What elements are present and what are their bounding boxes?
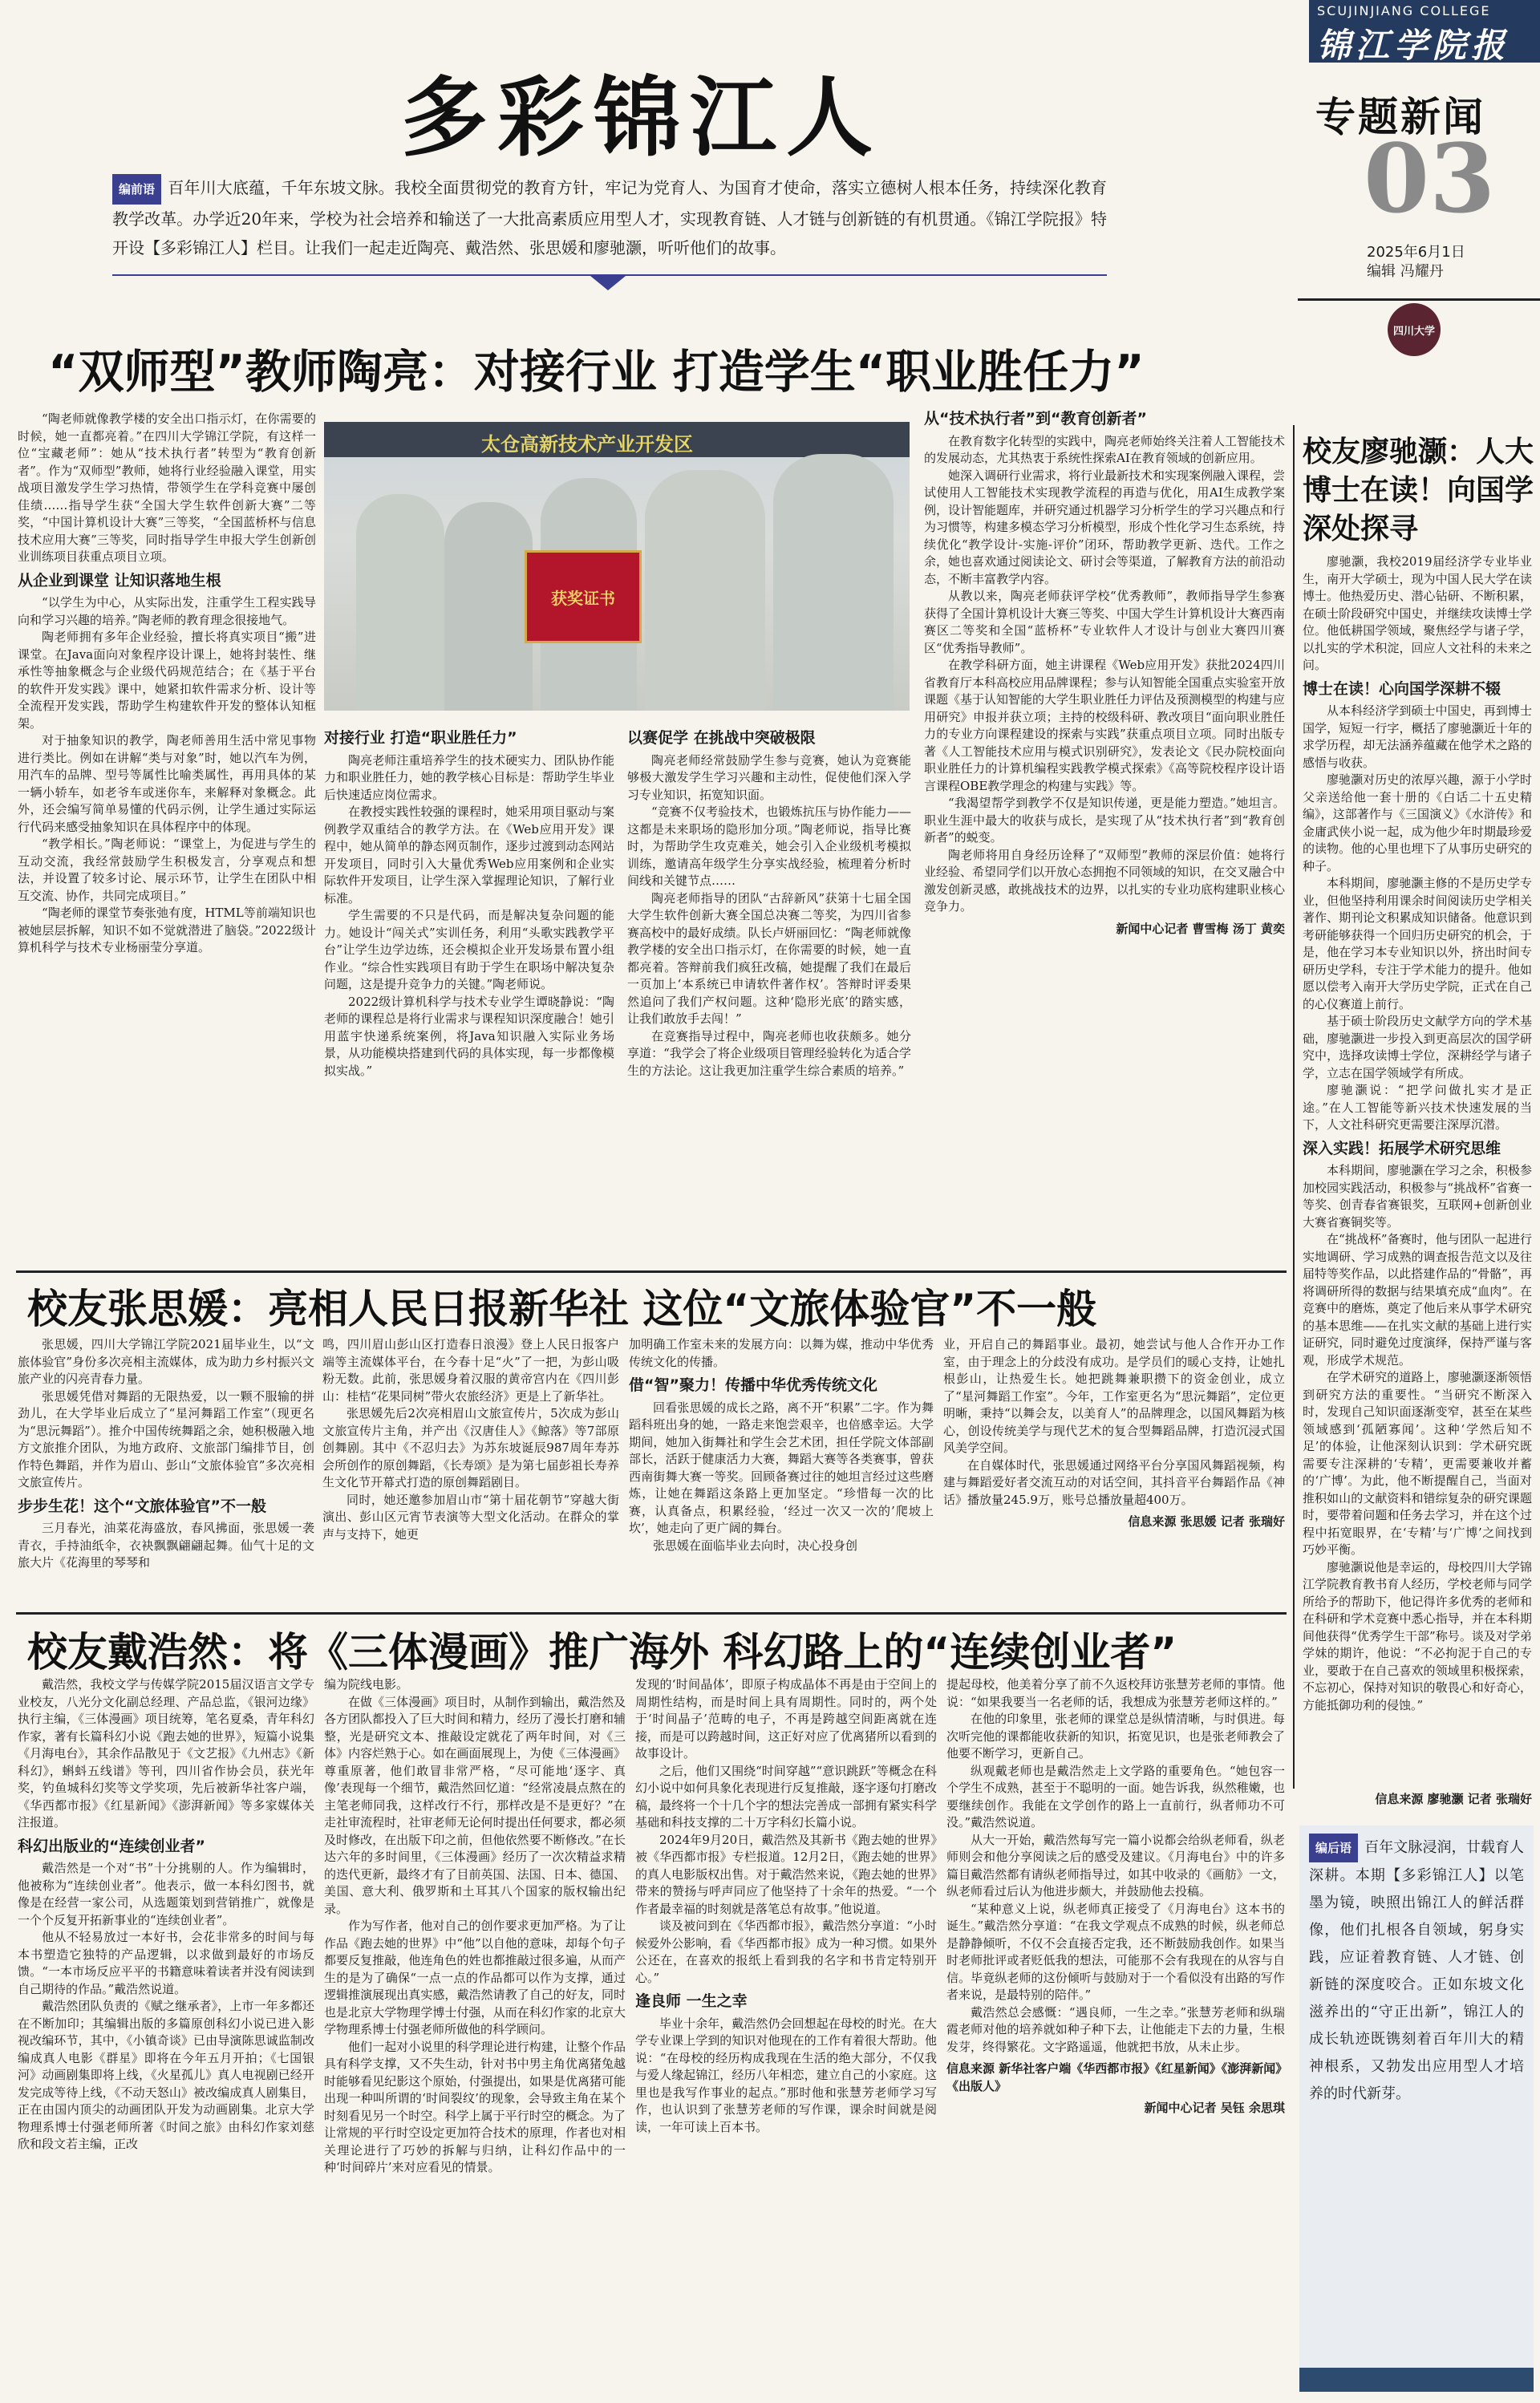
page-title: 多彩锦江人: [401, 68, 883, 168]
sidebar-p: 廖驰灏说他是幸运的，母校四川大学锦江学院教育教书育人经历，学校老师与同学所给予的帮助下，他记得许多优秀的老师和在科研和学术竞赛中悉心指导，并在本科期间他获得“优秀学生干部”称号。谈及对学弟学妹的期许，他说：“不必拘泥于自己的专业，要敢于在自己喜欢的领域里积极探索，不忘初心，保持对知识的敬畏心和好奇心，方能抵御功利的侵蚀。”: [1303, 1559, 1532, 1712]
article3-p: 他们一起对小说里的科学理论进行构建，让整个作品具有科学支撑，又不失生动，针对书中男主角优离猪兔越时能够看见纪影这个原始，付强提出，如果是优离猪可能出现一种叫所谓的‘时间裂纹’的现象，会导致主角在某个时刻看见另一个时空。科学上属于平行时空的概念。为了让常规的平行时空设定更加符合技术的原理，作者也对相关理论进行了巧妙的拆解与归纳，让科幻作品中的一种‘时间碎片’来对应看见的情景。: [324, 2039, 626, 2174]
article1-p: “教学相长。”陶老师说：“课堂上，为促进与学生的互动交流，我经常鼓励学生积极发言，分享观点和想法，并设置了较多讨论、展示环节，让学生在团队中相互交流、协作，共同完成项目。”: [18, 837, 316, 903]
article2-p: 回看张思媛的成长之路，离不开“积累”二字。作为舞蹈科班出身的她，一路走来饱尝艰辛，也倍感幸运。大学期间，她加入街舞社和学生会艺术团，担任学院文体部副部长，活跃于健康活力大赛，舞蹈大赛等各类赛事，曾获西南街舞大赛一等奖。回顾备赛过往的她坦言经过这些磨炼，让她在舞蹈这条路上更加坚定。“珍惜每一次的比赛，认真备点，积累经验，‘经过一次又一次的’爬坡上坎’，她走向了更广阔的舞台。: [629, 1400, 934, 1535]
sidebar-p: 在“挑战杯”备赛时，他与团队一起进行实地调研、学习成熟的调查报告范文以及往届特等奖作品，以此搭建作品的“骨骼”，再将调研所得的数据与结果填充成“血肉”。在竞赛中的磨炼，奠定了他后来从事学术研究的基本思维——在扎实文献的基础上进行实证研究，同时避免过度演绎，保持严谨与客观，形成学术规范。: [1303, 1232, 1532, 1368]
article1-p: “陶老师的课堂节奏张弛有度，HTML等前端知识也被她层层拆解，知识不如不觉就潜进了脑袋。”2022级计算机科学与技术专业杨丽莹分享道。: [18, 906, 316, 954]
sidebar-divider: [1298, 298, 1540, 301]
article2-col3: [629, 1336, 934, 1609]
article2-p: 鸣，四川眉山彭山区打造春日浪漫》登上人民日报客户端等主流媒体平台，在今春十足“火”了一把，为彭山吸粉无数。此前，张思媛身着汉服的黄帝宫内在《四川彭山：桂桔“花果同树”带火农旅经济》更是上了新华社。: [322, 1337, 619, 1404]
article2-p: 张思媛在面临毕业去向时，决心投身创: [653, 1538, 858, 1553]
article3-p: 提起母校，他美着分享了前不久返校拜访张慧芳老师的事情。他说：“如果我要当一名老师的话，我想成为张慧芳老师这样的。”: [946, 1677, 1285, 1709]
intro-block: [112, 173, 1107, 262]
article1-subhead-3: 以赛促学 在挑战中突破极限: [627, 730, 816, 747]
article1-p: “我渴望帮学到教学不仅是知识传递，更是能力塑造。”她坦言。职业生涯中最大的收获与成长，是实现了从“技术执行者”到“教育创新者”的蜕变。: [924, 796, 1285, 845]
article2-p: 张思媛先后2次亮相眉山文旅宣传片，5次成为彭山文旅宣传片主角，并产出《汉唐佳人》《鲸落》等7部原创舞剧。其中《不忍归去》为苏东坡诞辰987周年寿苏会所创作的原创舞蹈，《长寿颂》是为第七届彭祖长寿养生文化节开幕式打造的原创舞蹈剧目。: [322, 1406, 619, 1489]
sidebar-p: 廖驰灏对历史的浓厚兴趣，源于小学时父亲送给他一套十册的《白话二十五史精编》，这部著作与《三国演义》《水浒传》和金庸武侠小说一起，成为他少年时期最珍爱的读物。他的心里也埋下了从事历史研究的种子。: [1303, 772, 1532, 873]
person-5: [773, 454, 894, 711]
article1-p: 陶老师将用自身经历诠释了“双师型”教师的深层价值：她将行业经验、希望同学们以开放心态拥抱不同领域的知识，在交叉融合中激发创新灵感，敢挑战技术的边界，以扎实的专业功底构建职业核心竞争力。: [924, 847, 1285, 914]
article2-col1: [18, 1336, 314, 1609]
sidebar-p: 廖驰灏说：“把学问做扎实才是正途。”在人工智能等新兴技术快速发展的当下，人文社科研究更需要注深厚沉潜。: [1303, 1083, 1532, 1132]
article3-p: 从大一开始，戴浩然每写完一篇小说都会给纵老师看，纵老师则会和他分享阅读之后的感受及建议。《月海电台》中的许多篇目戴浩然都有请纵老师指导过，如其中收录的《画舫》一文，纵老师看过后认为他进步颇大，并鼓励他去投稿。: [946, 1832, 1285, 1898]
article3-p: 纵观戴老师也是戴浩然走上文学路的重要角色。“她包容一个学生不成熟，甚至于不聪明的一面。她告诉我，纵然稚嫩，也要继续创作。我能在文学创作的路上一直前行，纵者师功不可没。”戴浩然说道。: [946, 1763, 1285, 1830]
article2-p: 同时，她还邀参加眉山市“第十届花朝节”穿越大街演出、彭山区元宵节表演等大型文化活动。在群众的掌声与支持下，她更: [322, 1492, 619, 1542]
article3-source: 信息来源 新华社客户端《华西都市报》《红星新闻》《澎湃新闻》《出版人》: [946, 2061, 1282, 2093]
article1-subhead-1: 从企业到课堂 让知识落地生根: [18, 571, 221, 590]
article3-p: 谈及被问到在《华西都市报》，戴浩然分享道：“小时候爱外公影响，看《华西都市报》成为一种习惯。如果外公还在，在喜欢的报纸上看到我的名字和书肯定特别开心。”: [635, 1919, 937, 1985]
issue-date: 2025年6月1日: [1367, 244, 1465, 261]
college-seal-logo: [1388, 303, 1441, 356]
sidebar-subhead-2: 深入实践！拓展学术研究思维: [1303, 1139, 1502, 1157]
sidebar-headline: 校友廖驰灏：人大博士在读！向国学深处探寻: [1303, 436, 1534, 545]
intro-arrow: [590, 276, 626, 290]
article3-col2: [324, 1676, 626, 2382]
article1-p: 对于抽象知识的教学，陶老师善用生活中常见事物进行类比。例如在讲解“类与对象”时，她以汽车为例，用汽车的品牌、型号等属性比喻类属性，再用具体的某一辆小轿车，如老爷车或迷你车，来解释对象概念。此外，还会编写简单易懂的代码示例，让学生通过实际运行代码来感受抽象知识在具体程序中的体现。: [18, 733, 316, 834]
article2-p: 张思媛，四川大学锦江学院2021届毕业生，以“文旅体验官”身份多次亮相主流媒体，成为助力乡村振兴文旅产业的闪亮青春力量。: [18, 1337, 314, 1386]
article3-p: 在做《三体漫画》项目时，从制作到输出，戴浩然及各方团队都投入了巨大时间和精力，经历了漫长打磨和辅整，光是研究文本、推敲设定就花了两年时间，对《三体》内容烂熟于心。如在画面展现上，为使《三体漫画》尊重原著，他们敢冒非常严格，“尽可能地‘逐字、真像’表现每一个细节，戴浩然回忆道：“经常凌晨点熬在的主笔老师同我，这样改行不行，那样改是不是更好？”在走社审流程时，社审老师无论何时提出任何要求，都必须及时修改，在出版下印之前，但他依然要不断修改。”在长达六年的多时间里，《三体漫画》经历了一次次精益求精的迭代更新，最终才有了目前英国、法国、日本、德国、美国、意大利、俄罗斯和土耳其八个国家的版权输出纪录。: [324, 1694, 626, 1916]
article1-photo: [324, 422, 910, 711]
article3-p: 之后，他们又围绕“时间穿越”“意识跳跃”等概念在科幻小说中如何具象化表现进行反复推敲，逐字逐句打磨改稿，最终将一个十几个字的想法完善成一部拥有紧实科学基础和科技支撑的二十万字科幻长篇小说。: [635, 1763, 937, 1830]
certificate-text: 获奖证书: [551, 588, 615, 608]
editor-note-box: [1299, 1826, 1534, 2368]
article2-p: 加明确工作室未来的发展方向：以舞为媒，推动中华优秀传统文化的传播。: [629, 1337, 934, 1369]
article2-col2: [322, 1336, 619, 1609]
page-number: 03: [1364, 123, 1496, 234]
article1-byline: 新闻中心记者 曹雪梅 汤丁 黄奕: [1116, 921, 1285, 936]
editor-note-bottom-bar: [1299, 2368, 1534, 2392]
article3-p: 发现的‘时间晶体’，即原子构成晶体不再是由于空间上的周期性结构，而是时间上具有周期性。同时的，两个处于‘时间晶子’范畴的电子，不再是跨越空间距离就在连接，而是可以跨越时间，这正好对应了优离猪所以看到的故事设计。: [635, 1677, 937, 1761]
article3-subhead-2: 逢良师 一生之幸: [635, 1992, 748, 2010]
sidebar-p: 基于硕士阶段历史文献学方向的学术基础，廖驰灏进一步投入到更高层次的国学研究中，选择攻读博士学位，深耕经学与诸子学，立志在国学领域学有所成。: [1303, 1014, 1532, 1080]
sidebar-column-divider: [1293, 425, 1295, 1789]
sidebar-subhead-1: 博士在读！心向国学深耕不辍: [1303, 679, 1502, 698]
article1-p: 在竞赛指导过程中，陶亮老师也收获颇多。她分享道：“我学会了将企业级项目管理经验转化为适合学生的方法论。这让我更加注重学生综合素质的培养。”: [627, 1028, 911, 1078]
article2-subhead-2: 借“智”聚力！传播中华优秀传统文化: [629, 1376, 877, 1394]
article3-p: 戴浩然团队负责的《赋之继承者》，上市一年多都还在不断加印；其编辑出版的多篇原创科幻小说已进入影视改编环节，其中，《小镇奇谈》已由导演陈思诚监制改编成真人电影《群星》即将在今年五月开拍；《七国银河》动画剧集即将上线，《火星孤儿》真人电视剧已经开发完成等待上线，《不动天怒山》被改编成真人剧集目，正在由国内顶尖的动画团队开发为动画剧集。北京大学物理系博士付强老师所著《时间之旅》由科幻作家刘慈欣和段文若主编，正改: [18, 1999, 314, 2151]
section-title: 专题新闻: [1315, 94, 1485, 140]
sidebar-p: 从本科经济学到硕士中国史，再到博士国学，短短一行字，概括了廖驰灏近十年的求学历程，却无法涵养蕴藏在他学术之路的感悟与收获。: [1303, 703, 1532, 770]
article1-p: 陶亮老师注重培养学生的技术硬实力、团队协作能力和职业胜任力，她的教学核心目标是：帮助学生毕业后快速适应岗位需求。: [324, 752, 614, 802]
article3-p: 戴浩然，我校文学与传媒学院2015届汉语言文学专业校友，八光分文化副总经理、产品总监，《银河边缘》执行主编，《三体漫画》项目统筹，笔名夏桑，青年科幻作家，著有长篇科幻小说《跑去她的世界》，短篇小说集《月海电台》，其余作品散见于《文艺报》《九州志》《新科幻》，蝌蚪五线谱》等刊，四川省作协会员，获光年奖，钓鱼城科幻奖等文学奖项，先后被新华社客户端，《华西都市报》《红星新闻》《澎湃新闻》等多家媒体关注报道。: [18, 1677, 314, 1830]
article1-col2: [324, 730, 614, 1264]
article2-p: 三月春光，油菜花海盛放，春风拂面，张思媛一袭青衣，手持油纸伞，衣袂飘飘翩翩起舞。仙气十足的文旅大片《花海里的琴琴和: [18, 1521, 314, 1570]
article3-subhead-1: 科幻出版业的“连续创业者”: [18, 1837, 205, 1855]
sidebar-p: 本科期间，廖驰灏在学习之余，积极参加校园实践活动，积极参与“挑战杯”省赛一等奖、创青春省赛银奖，互联网+创新创业大赛省赛铜奖等。: [1303, 1163, 1532, 1230]
article1-p: “以学生为中心，从实际出发，注重学生工程实践导向和学习兴趣的培养。”陶老师的教育理念很接地气。: [18, 595, 316, 627]
article2-byline: 信息来源 张思媛 记者 张瑞好: [1128, 1514, 1285, 1529]
article2-col4: [943, 1336, 1285, 1609]
article3-p: 他从不轻易放过一本好书，会花非常多的时间与每本书塑造它独特的产品逻辑，以求做到最好的市场反馈。“一本市场反应平平的书籍意味着读者并没有阅读到自己期待的作品。”戴浩然说道。: [18, 1930, 314, 1996]
article3-p: 戴浩然总会感慨：“遇良师，一生之幸。”张慧芳老师和纵瑞霞老师对他的培养就如种子种下去，让他能走下去的力量，生根发芽，终得繁花。文字路遥遥，他就把书放，从未止步。: [946, 2004, 1285, 2054]
article1-p: 2022级计算机科学与技术专业学生谭晓静说：“陶老师的课程总是将行业需求与课程知识深度融合！她引用蓝宇快递系统案例，将Java知识融入实际业务场景，从功能模块搭建到代码的具体实现，每一步都像模拟实战。”: [324, 994, 614, 1078]
article1-p: 陶老师拥有多年企业经验，擅长将真实项目“搬”进课堂。在Java面向对象程序设计课上，她将封装性、继承性等抽象概念与企业级代码规范结合；在《基于平台的软件开发实践》课中，她紧扣软件需求分析、设计等全流程开发实践，帮助学生构建软件开发的整体认知框架。: [18, 630, 316, 731]
article1-col1: [18, 411, 316, 1264]
editor-note-tag: 编后语: [1309, 1834, 1358, 1862]
sidebar-body: [1303, 553, 1532, 1781]
college-name-en: SCUJINJIANG COLLEGE: [1317, 3, 1491, 18]
article1-p: 在教育数字化转型的实践中，陶亮老师始终关注着人工智能技术的发展动态，尤其热衷于系统性探索AI在教育领域的创新应用。: [924, 433, 1285, 465]
college-logo-text: 锦江学院报: [1317, 26, 1510, 65]
article1-p: 学生需要的不只是代码，而是解决复杂问题的能力。她设计“闯关式”实训任务，利用“头歌实践教学平台”让学生边学边练，还会模拟企业开发场景布置小组作业。“综合性实践项目有助于学生在职场中解决复杂问题，这是提升竞争力的关键。”陶老师说。: [324, 908, 614, 991]
sidebar-p: 廖驰灏，我校2019届经济学专业毕业生，南开大学硕士，现为中国人民大学在读博士。他热爱历史、潜心钻研、不断积累，在硕士阶段研究中国史，并继续攻读博士学位。他低耕国学领域，聚焦经学与诸子学，以扎实的学术积淀，回应人文社科的未来之问。: [1303, 554, 1532, 672]
article3-p: 编为院线电影。: [324, 1677, 409, 1692]
article2-subhead-1: 步步生花！这个“文旅体验官”不一般: [18, 1497, 266, 1515]
article3-byline: 新闻中心记者 吴钰 余思琪: [1144, 2101, 1285, 2115]
sidebar-byline: 信息来源 廖驰灏 记者 张瑞好: [1375, 1792, 1532, 1806]
article3-headline: 校友戴浩然：将《三体漫画》推广海外 科幻路上的“连续创业者”: [27, 1629, 1177, 1676]
article1-col4: [924, 411, 1285, 1264]
article1-p: 陶亮老师经常鼓励学生参与竞赛，她认为竞赛能够极大激发学生学习兴趣和主动性，促使他们深入学习专业知识，拓宽知识面。: [627, 752, 911, 802]
article1-p: 从教以来，陶亮老师获评学校“优秀教师”，教师指导学生参赛获得了全国计算机设计大赛三等奖、中国大学生计算机设计大赛西南赛区二等奖和全国“蓝桥杯”专业软件人才设计与创业大赛四川赛区“优秀指导教师”。: [924, 589, 1285, 655]
article1-p: “陶老师就像教学楼的安全出口指示灯，在你需要的时候，她一直都亮着。”在四川大学锦江学院，有这样一位“宝藏老师”：她从“技术执行者”转型为“教育创新者”。作为“双师型”教师，她将行业经验融入课堂，用实战项目激发学生学习热情，带领学生在学科竞赛中屡创佳绩……指导学生获“全国大学生软件创新大赛”二等奖，“中国计算机设计大赛”三等奖，“全国蓝桥杯与信息技术应用大赛”三等奖，同时指导学生申报大学生创新创业训练项目获重点项目立项。: [18, 411, 316, 564]
article3-p: 作为写作者，他对自己的创作要求更加严格。为了让作品《跑去她的世界》中“他”以自他的意味，却每个句子都要反复推敲，他连角色的姓也都推敲过很多遍，从而产生的是为了确保“一点一点的作品都可以作为支撑，通过逻辑推演展现出真实感，戴浩然请教了自己的好友，同时也是北京大学物理学博士付强，从而在科幻作家的北京大学物理系博士付强老师所做他的科学顾问。: [324, 1919, 626, 2036]
photo-banner-text: 太仓高新技术产业开发区: [481, 433, 693, 456]
masthead-box: [1309, 0, 1540, 63]
person-2: [444, 502, 533, 711]
editor-note-text: 百年文脉浸润，廿载育人深耕。本期【多彩锦江人】以笔墨为镜，映照出锦江人的鲜活群像，他们扎根各自领域，躬身实践，应证着教育链、人才链、创新链的深度咬合。正如东坡文化滋养出的“守正出新”，锦江人的成长轨迹既镌刻着百年川大的精神根系，又勃发出应用型人才培养的时代新芽。: [1309, 1839, 1524, 2102]
article3-col4: [946, 1676, 1285, 2398]
article1-p: 在教授实践性较强的课程时，她采用项目驱动与案例教学双重结合的教学方法。在《Web应用开发》课程中，她从简单的静态网页制作，逐步过渡到动态网站开发项目，同时引入大量优秀Web应用案例和企业实际软件开发项目，让学生深入掌握理论知识，了解行业标准。: [324, 804, 614, 906]
editor-name: 编辑 冯耀丹: [1367, 263, 1444, 280]
article3-p: “某种意义上说，纵老师真正接受了《月海电台》这本书的诞生。”戴浩然分享道：“在我文学观点不成熟的时候，纵老师总是静静倾听，不仅不会直接否定我，还不断鼓励我创作。如果当时老师批评或者贬低我的想法，可能那不会有我现在的从容与自信。毕竟纵老师的这份倾听与鼓励对于一个看似没有出路的写作者来说，是最特别的陪伴。”: [946, 1901, 1285, 2002]
editor-note-body: [1309, 1834, 1524, 2108]
article3-p: 2024年9月20日，戴浩然及其新书《跑去她的世界》被《华西都市报》专栏报道。12月2日，《跑去她的世界》的真人电影版权出售。对于戴浩然来说，《跑去她的世界》带来的赞扬与呼声同应了他坚持了十余年的热爱。“一个作者最幸福的时刻就是落笔总有故事。”他说道。: [635, 1832, 937, 1916]
sidebar-p: 在学术研究的道路上，廖驰灏逐渐领悟到研究方法的重要性。“当研究不断深入时，发现自己知识面逐渐变窄，甚至在某些领域感到‘孤陋寡闻’。这种‘学然后知不足’的体验，让他深刻认识到：学术研究既需要专注深耕的‘专精’，更需要兼收并蓄的‘广博’。为此，他不断提醒自己，当面对推积如山的文献资料和错综复杂的研究课题时，要带着问题和任务去学习，并在这个过程中拓宽眼界，在‘专精’与‘广博’之间找到巧妙平衡。: [1303, 1370, 1532, 1557]
article1-subhead-4: 从“技术执行者”到“教育创新者”: [924, 411, 1147, 428]
seal-text: 四川大学: [1392, 325, 1435, 338]
intro-tag: 编前语: [112, 174, 161, 205]
person-1: [356, 494, 444, 711]
article2-divider: [16, 1612, 1287, 1615]
award-certificate: [525, 550, 642, 643]
article1-p: 陶亮老师指导的团队“古辞新风”获第十七届全国大学生软件创新大赛全国总决赛二等奖，为四川省参赛高校中的最好成绩。队长卢妍丽回忆：“陶老师就像教学楼的安全出口指示灯，在你需要的时候，她一直都亮着。答辩前我们疯狂改稿，她提醒了我们在最后一页加上‘本系统已申请软件著作权’。答辩时评委果然追问了我们产权问题。这种‘隐形光底’的踏实感，让我们敢放手去闯！”: [627, 890, 911, 1026]
article3-col3: [635, 1676, 937, 2382]
article1-col3: [627, 730, 911, 1264]
article2-p: 业，开启自己的舞蹈事业。最初，她尝试与他人合作开办工作室，由于理念上的分歧没有成功。是学员们的暖心支持，让她扎根彭山，让热爱生长。她把跳舞兼职攒下的资金创业，成立了“星河舞蹈工作室”。今年，工作室更名为“思沅舞蹈”，定位更明晰，秉持“以舞会友，以美育人”的品牌理念，以国风舞蹈为核心，创设传统美学与现代艺术的复合型舞蹈品牌，打造沉浸式国风美学空间。: [943, 1337, 1285, 1455]
article3-p: 在他的印象里，张老师的课堂总是纵情清晰，与时俱进。每次听完他的课都能收获新的知识，拓宽见识，也是张老师教会了他要不断学习，更新自己。: [946, 1712, 1285, 1761]
person-4: [645, 470, 765, 711]
article1-subhead-2: 对接行业 打造“职业胜任力”: [324, 730, 517, 747]
article1-divider: [16, 1270, 1287, 1273]
article1-headline: “双师型”教师陶亮：对接行业 打造学生“职业胜任力”: [48, 346, 1145, 399]
article3-col1: [18, 1676, 314, 2382]
article2-headline: 校友张思媛：亮相人民日报新华社 这位“文旅体验官”不一般: [27, 1286, 1097, 1332]
article1-p: “竞赛不仅考验技术，也锻炼抗压与协作能力——这都是未来职场的隐形加分项。”陶老师说，指导比赛时，为帮助学生攻克难关，她会引入企业级机考模拟训练，邀请高年级学生分享实战经验，梳理着分析时间线和关键节点……: [627, 804, 911, 888]
article3-p: 毕业十余年，戴浩然仍会回想起在母校的时光。在大学专业课上学到的知识对他现在的工作有着很大帮助。他说：“在母校的经历构成我现在生活的绝大部分，不仅我与爱人缘起锦江，经历八年相恋，建立自己的小家庭。这里也是我写作事业的起点。”那时他和张慧芳老师学习写作，也认识到了张慧芳老师的写作课，课余时间就是阅读，一年可读上百本书。: [635, 2016, 937, 2134]
intro-text: 百年川大底蕴，千年东坡文脉。我校全面贯彻党的教育方针，牢记为党育人、为国育才使命，落实立德树人根本任务，持续深化教育教学改革。办学近20年来，学校为社会培养和输送了一大批高素质应用型人才，实现教育链、人才链与创新链的有机贯通。《锦江学院报》特开设【多彩锦江人】栏目。让我们一起走近陶亮、戴浩然、张思媛和廖驰灏，听听他们的故事。: [112, 178, 1107, 257]
article1-p: 在教学科研方面，她主讲课程《Web应用开发》获批2024四川省教育厅本科高校应用品牌课程；参与认知智能全国重点实验室开放课题《基于认知智能的大学生职业胜任力评估及预测模型的构建与应用研究》申报并获立项；主持的校级科研、教改项目“面向职业胜任力的专业方向课程建设的探索与实践”获重点项目立项。同时出版专著《人工智能技术应用与模式识别研究》，发表论文《民办院校面向职业胜任力的计算机编程实践教学模式探索》《高等院校程序设计语言课程OBE教学理念的构建与实践》等。: [924, 658, 1285, 793]
sidebar-p: 本科期间，廖驰灏主修的不是历史学专业，但他坚持利用课余时间阅读历史学相关著作、期刊论文积累成知识储备。他意识到考研能够获得一个回归历史研究的机会，于是，他在学习本专业知识以外，挤出时间专研历史学科，专注于学术能力的提升。他如愿以偿考入南开大学历史学院，正式在自己的心仪赛道上前行。: [1303, 876, 1532, 1011]
article2-p: 在自媒体时代，张思媛通过网络平台分享国风舞蹈视频，构建与舞蹈爱好者交流互动的对话空间，其抖音平台舞蹈作品《神话》播放量245.9万，账号总播放量超400万。: [943, 1457, 1285, 1507]
article2-p: 张思媛凭借对舞蹈的无限热爱，以一颗不服输的拼劲儿，在大学毕业后成立了“星河舞蹈工作室”（现更名为“思沅舞蹈”）。推介中国传统舞蹈之余，她积极融入地方文旅推介团队，为地方政府、文旅部门编排节目，创作特色舞蹈，并作为眉山、彭山“文旅体验官”多次亮相文旅宣传片。: [18, 1388, 314, 1489]
article3-p: 戴浩然是一个对“书”十分挑剔的人。作为编辑时，他被称为“连续创业者”。他表示，做一本科幻图书，就像是在经营一家公司，从选题策划到营销推广，就像是一个个反复开拓新事业的“连续创业者”。: [18, 1861, 314, 1927]
article1-p: 她深入调研行业需求，将行业最新技术和实现案例融入课程，尝试使用人工智能技术实现教学流程的再造与优化，用AI生成教学案例，设计智能题库，并研究通过机器学习分析学生的学习兴趣点和行为习惯等，构建多模态学习分析模型，形成个性化学习生态系统，持续优化“教学设计-实施-评价”闭环，帮助教学更新、迭代。工作之余，她也喜欢通过阅读论文、研讨会等渠道，了解教育方法的前沿动态，不断丰富教学内容。: [924, 468, 1285, 586]
